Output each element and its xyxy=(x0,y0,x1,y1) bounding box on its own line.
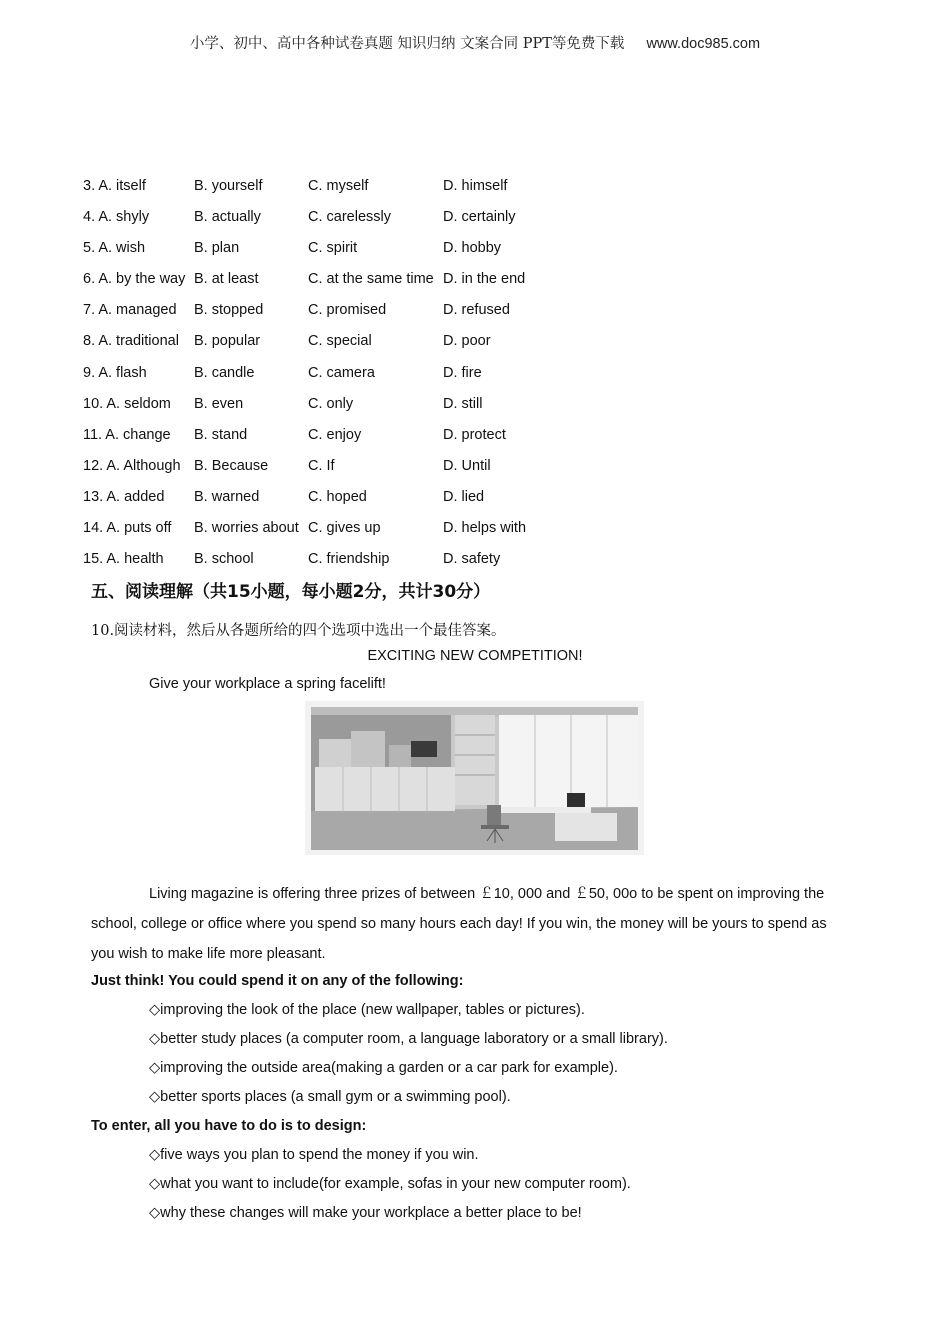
option-b: B. yourself xyxy=(194,178,263,194)
option-a: 10. A. seldom xyxy=(83,396,171,412)
option-a: 6. A. by the way xyxy=(83,271,186,287)
option-b: B. plan xyxy=(194,240,240,256)
option-d: D. protect xyxy=(443,427,506,443)
enter-heading: To enter, all you have to do is to design: xyxy=(91,1118,367,1134)
option-d: D. still xyxy=(443,396,483,412)
list-item: ◇why these changes will make your workplace a better place to be! xyxy=(149,1205,582,1221)
option-d: D. Until xyxy=(443,458,491,474)
option-a: 14. A. puts off xyxy=(83,520,172,536)
option-c: C. at the same time xyxy=(308,271,434,287)
think-heading: Just think! You could spend it on any of the following: xyxy=(91,973,464,989)
passage-paragraph xyxy=(91,879,851,969)
option-d: D. safety xyxy=(443,551,501,567)
option-b: B. stopped xyxy=(194,302,264,318)
option-b: B. worries about xyxy=(194,520,299,536)
office-photo xyxy=(305,701,644,855)
list-item: ◇what you want to include(for example, sofas in your new computer room). xyxy=(149,1176,631,1192)
option-b: B. stand xyxy=(194,427,248,443)
diamond-icon: ◇ xyxy=(149,1060,161,1076)
diamond-icon: ◇ xyxy=(149,1176,161,1192)
list-item: ◇improving the look of the place (new wallpaper, tables or pictures). xyxy=(149,1002,585,1018)
diamond-icon: ◇ xyxy=(149,1031,161,1047)
page-header xyxy=(0,32,950,53)
option-b: B. popular xyxy=(194,333,261,349)
option-b: B. Because xyxy=(194,458,269,474)
option-b: B. at least xyxy=(194,271,259,287)
diamond-icon: ◇ xyxy=(149,1002,161,1018)
option-b: B. actually xyxy=(194,209,261,225)
option-a: 11. A. change xyxy=(83,427,171,443)
option-c: C. myself xyxy=(308,178,369,194)
section-title: 五、阅读理解（共15小题，每小题2分，共计30分） xyxy=(91,582,491,602)
option-d: D. hobby xyxy=(443,240,502,256)
option-d: D. in the end xyxy=(443,271,526,287)
option-c: C. friendship xyxy=(308,551,390,567)
option-a: 9. A. flash xyxy=(83,365,147,381)
section-instruction: 10.阅读材料，然后从各题所给的四个选项中选出一个最佳答案。 xyxy=(91,623,506,639)
paragraph-text: Living magazine is offering three prizes of between ￡10, 000 and ￡50, 00o to be spent on improving the school, college or office where you spend so many hours each day! If you win, the money will be yours to spend as you wish to make life more pleasant. xyxy=(91,886,827,962)
option-c: C. hoped xyxy=(308,489,367,505)
option-a: 4. A. shyly xyxy=(83,209,150,225)
option-d: D. lied xyxy=(443,489,485,505)
option-d: D. certainly xyxy=(443,209,516,225)
diamond-icon: ◇ xyxy=(149,1147,161,1163)
header-site: www.doc985.com xyxy=(646,36,761,52)
list-item: ◇better sports places (a small gym or a swimming pool). xyxy=(149,1089,511,1105)
option-d: D. helps with xyxy=(443,520,527,536)
option-c: C. gives up xyxy=(308,520,381,536)
option-d: D. refused xyxy=(443,302,510,318)
list-item: ◇five ways you plan to spend the money if you win. xyxy=(149,1147,479,1163)
header-text: 小学、初中、高中各种试卷真题 知识归纳 文案合同 PPT等免费下载 xyxy=(189,36,625,52)
option-b: B. even xyxy=(194,396,244,412)
option-a: 5. A. wish xyxy=(83,240,146,256)
passage-subtitle: Give your workplace a spring facelift! xyxy=(149,676,386,692)
option-a: 3. A. itself xyxy=(83,178,146,194)
option-c: C. enjoy xyxy=(308,427,362,443)
option-c: C. promised xyxy=(308,302,387,318)
option-d: D. himself xyxy=(443,178,508,194)
option-b: B. warned xyxy=(194,489,260,505)
option-d: D. fire xyxy=(443,365,482,381)
option-c: C. camera xyxy=(308,365,375,381)
passage-title: EXCITING NEW COMPETITION! xyxy=(367,648,583,664)
option-c: C. spirit xyxy=(308,240,358,256)
list-item: ◇improving the outside area(making a garden or a car park for example). xyxy=(149,1060,618,1076)
option-c: C. carelessly xyxy=(308,209,391,225)
option-c: C. If xyxy=(308,458,335,474)
option-c: C. only xyxy=(308,396,354,412)
option-a: 7. A. managed xyxy=(83,302,177,318)
diamond-icon: ◇ xyxy=(149,1205,161,1221)
option-d: D. poor xyxy=(443,333,491,349)
option-c: C. special xyxy=(308,333,372,349)
option-a: 15. A. health xyxy=(83,551,164,567)
option-b: B. school xyxy=(194,551,254,567)
option-a: 8. A. traditional xyxy=(83,333,179,349)
list-item: ◇better study places (a computer room, a language laboratory or a small library). xyxy=(149,1031,668,1047)
option-a: 13. A. added xyxy=(83,489,165,505)
diamond-icon: ◇ xyxy=(149,1089,161,1105)
option-b: B. candle xyxy=(194,365,255,381)
option-a: 12. A. Although xyxy=(83,458,181,474)
